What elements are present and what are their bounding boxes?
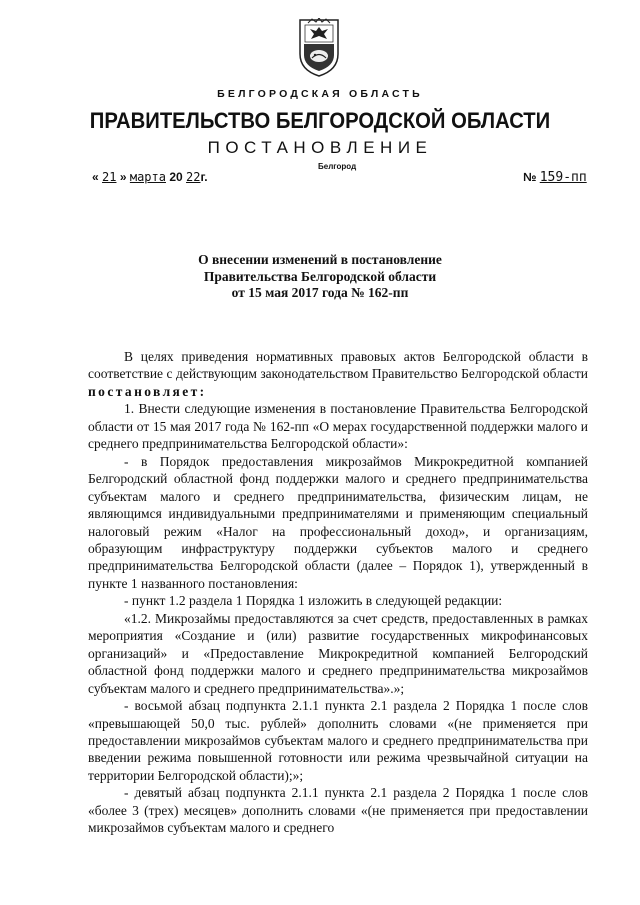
number-value: 159-пп [539, 170, 587, 185]
date-year-suffix: 22 [186, 170, 201, 184]
date-month: марта [129, 170, 166, 184]
paragraph: - восьмой абзац подпункта 2.1.1 пункта 2.1 раздела 2 Порядка 1 после слов «превышающей 50,0 тыс. рублей» дополнить словами «(не применяется при предоставлении микрозаймов субъектам малого и среднего предпринимательства при введении режима повышенной готовности или режима чрезвычайной ситуации на территории Белгородской области);»; [88, 698, 588, 783]
paragraph: «1.2. Микрозаймы предоставляются за счет средств, предоставленных в рамках мероприятия «Создание и (или) развитие государственных микрофинансовых организаций» и «Предоставление Микрокредитной компанией Белгородский областной фонд поддержки малого и среднего предпринимательства микрозаймов субъектам малого и среднего предпринимательства».»; [88, 610, 588, 696]
paragraph: - в Порядок предоставления микрозаймов Микрокредитной компанией Белгородский областной фонд поддержки малого и среднего предпринимательства субъектам малого и среднего предпринимательства, физическим лицам, не являющимся индивидуальными предпринимателями и применяющим специальный налоговый режим «Налог на профессиональный доход», и организациям, образующим инфраструктуру поддержки субъектов малого и среднего предпринимательства Белгородской области (далее – Порядок 1), утвержденный в пункте 1 названного постановления: [88, 453, 588, 591]
date-open-quote: « [92, 170, 99, 184]
preamble-text: В целях приведения нормативных правовых актов Белгородской области в соответствие с действующим законодательством Правительство Белгородской области [88, 349, 588, 382]
date-close-quote: » [119, 170, 127, 184]
coat-of-arms-emblem [296, 18, 342, 78]
government-name: ПРАВИТЕЛЬСТВО БЕЛГОРОДСКОЙ ОБЛАСТИ [89, 108, 551, 133]
title-line: О внесении изменений в постановление [198, 252, 442, 267]
number-label: № [523, 170, 537, 184]
paragraph: 1. Внести следующие изменения в постановление Правительства Белгородской области от 15 мая 2017 года № 162-пп «О мерах государственной поддержки малого и среднего предпринимательства Белгородской области»: [88, 401, 588, 452]
date-year-mark: г. [200, 170, 208, 184]
title-line: от 15 мая 2017 года № 162-пп [231, 285, 409, 300]
date-day: 21 [102, 170, 117, 184]
date-year-prefix: 20 [169, 170, 183, 184]
paragraph-preamble [88, 348, 588, 400]
document-number [523, 170, 587, 185]
document-type: ПОСТАНОВЛЕНИЕ [207, 138, 433, 157]
city-name: Белгород [318, 162, 357, 171]
document-body [88, 348, 588, 837]
document-title [0, 252, 640, 302]
document-date [92, 170, 208, 184]
decrees-word: постановляет: [88, 383, 207, 399]
paragraph: - пункт 1.2 раздела 1 Порядка 1 изложить в следующей редакции: [124, 593, 503, 609]
paragraph: - девятый абзац подпункта 2.1.1 пункта 2.1 раздела 2 Порядка 1 после слов «более 3 (трех) месяцев» дополнить словами «(не применяется при предоставлении микрозаймов субъектам малого и среднего [88, 785, 588, 836]
region-name: БЕЛГОРОДСКАЯ ОБЛАСТЬ [217, 88, 423, 100]
title-line: Правительства Белгородской области [203, 268, 437, 284]
